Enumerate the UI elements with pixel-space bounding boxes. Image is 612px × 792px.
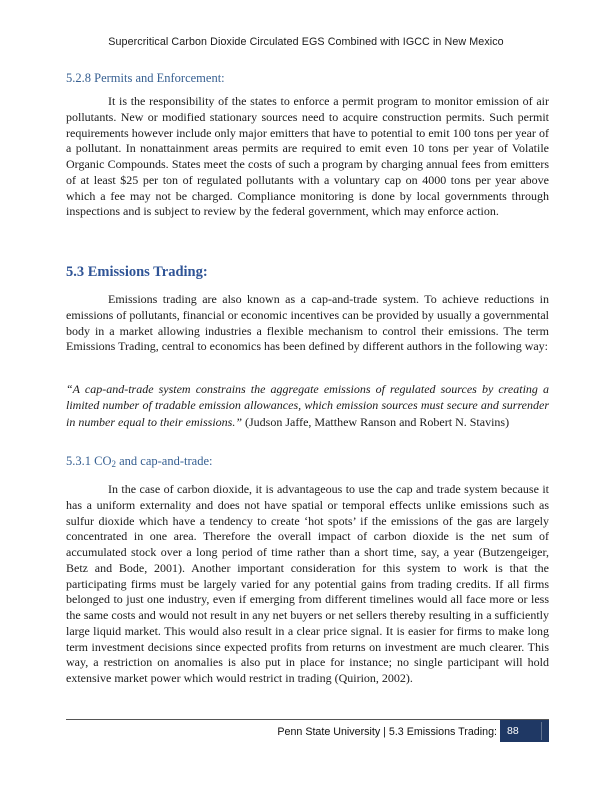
footer-rule: [66, 719, 549, 720]
quote-attribution: (Judson Jaffe, Matthew Ranson and Robert N. Stavins): [245, 414, 510, 429]
heading-5-3-1-subscript: 2: [111, 459, 116, 469]
quote-italic-text: “A cap-and-trade system constrains the aggregate emissions of regulated sources by creating a limited number of tradable emission allowances, which emission sources must secure and surrender in number equal to their emissions.”: [66, 382, 549, 429]
paragraph-permits-body: It is the responsibility of the states to enforce a permit program to monitor emission of air pollutants. New or modified stationary sources need to acquire construction permits. Such permit requirements however include only major emitters that have to potential to emit 100 tons per year of a pollutant. In nonattainment areas permits are required to emit even 10 tons per year of Volatile Organic Compounds. States meet the costs of such a program by charging annual fees from emitters of at least $25 per ton of regulated pollutants with a voluntary cap on 4000 tons per year above which a fee may not be charged. Compliance monitoring is done by local governments through inspections and is subject to review by the federal government, which may enforce action.: [66, 94, 549, 219]
section-heading-5-3-1: [66, 454, 549, 469]
heading-5-3-1-post: and cap-and-trade:: [116, 454, 213, 468]
paragraph-co2-cap-trade-body: In the case of carbon dioxide, it is advantageous to use the cap and trade system because it has a uniform externality and does not have spatial or temporal effects unlike emissions such as sulfur dioxide which have a tendency to create ‘hot spots’ if the emissions of the gas are largely concentrated in one area. Therefore the overall impact of carbon dioxide is the net sum of accumulated stock over a long period of time rather than a short time, say, a year (Butzengeiger, Betz and Bode, 2001). Another important consideration for this system to work is that the participating firms must be largely varied for any potential gains from trading credits. If all firms belonged to just one industry, even if emerging from different timelines would all face more or less the same costs and would not result in any net buyers or net sellers thereby resulting in a sufficiently large liquid market. This would also result in a clear price signal. It is easier for firms to make long term investment decisions since expected profits from returns on investment are much clearer. This way, a restriction on anomalies is also put in place for instance; no single participant will hold extensive market power which would restrict in trading (Quirion, 2002).: [66, 482, 549, 685]
page-number-box: [500, 720, 549, 742]
page-number: 88: [507, 725, 519, 737]
block-quote: [66, 381, 549, 430]
section-heading-5-3: 5.3 Emissions Trading:: [66, 264, 208, 280]
footer-text: Penn State University | 5.3 Emissions Trading:: [277, 726, 497, 738]
paragraph-emissions-trading-body: Emissions trading are also known as a cap-and-trade system. To achieve reductions in emissions of pollutants, financial or economic incentives can be provided by usually a governmental body in a market allowing industries a flexible mechanism to control their emissions. The term Emissions Trading, central to economics has been defined by different authors in the following way:: [66, 292, 549, 354]
section-heading-5-2-8: 5.2.8 Permits and Enforcement:: [66, 71, 225, 85]
page-box-divider: [541, 722, 542, 740]
heading-5-3-1-pre: 5.3.1 CO: [66, 454, 112, 468]
running-header-title: Supercritical Carbon Dioxide Circulated EGS Combined with IGCC in New Mexico: [108, 36, 504, 48]
